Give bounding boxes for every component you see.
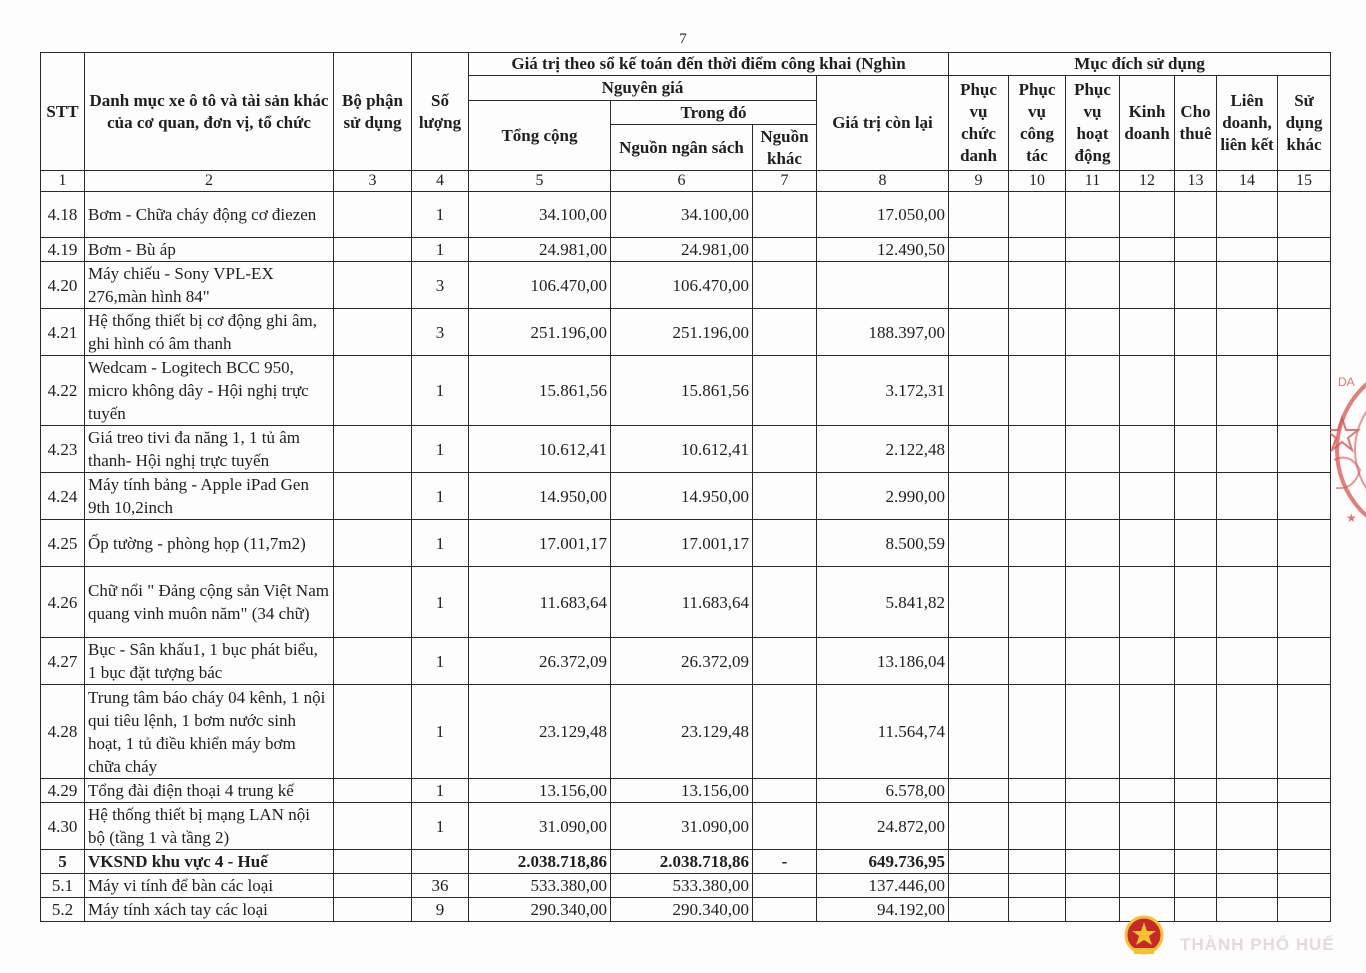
cell-qty: 3 [412,262,469,309]
cell-purpose-12 [1120,238,1175,262]
cell-purpose-14 [1217,567,1278,638]
cell-budget: 251.196,00 [611,309,753,356]
cell-purpose-12 [1120,192,1175,238]
header-stt: STT [41,53,85,171]
cell-qty: 1 [412,803,469,850]
column-number-14: 14 [1217,171,1278,192]
cell-name: Máy tính xách tay các loại [85,898,334,922]
cell-other [753,192,817,238]
cell-purpose-9 [949,803,1009,850]
cell-purpose-13 [1175,567,1217,638]
cell-purpose-14 [1217,192,1278,238]
cell-name: Hệ thống thiết bị mạng LAN nội bộ (tầng 1 và tầng 2) [85,803,334,850]
header-su-dung-khac: Sử dụng khác [1278,76,1331,171]
cell-purpose-13 [1175,192,1217,238]
header-phuc-vu-chuc-danh: Phục vụ chức danh [949,76,1009,171]
cell-remaining [817,262,949,309]
cell-other [753,262,817,309]
cell-total: 533.380,00 [469,874,611,898]
cell-purpose-10 [1009,192,1066,238]
cell-remaining: 94.192,00 [817,898,949,922]
cell-purpose-15 [1278,803,1331,850]
header-danh-muc: Danh mục xe ô tô và tài sản khác của cơ quan, đơn vị, tổ chức [85,53,334,171]
cell-purpose-14 [1217,850,1278,874]
cell-purpose-11 [1066,779,1120,803]
cell-dept [334,356,412,426]
column-number-15: 15 [1278,171,1331,192]
column-number-row [41,171,1331,192]
cell-remaining: 13.186,04 [817,638,949,685]
cell-purpose-9 [949,520,1009,567]
cell-purpose-14 [1217,520,1278,567]
table-row [41,520,1331,567]
header-nguyen-gia: Nguyên giá [469,76,817,101]
cell-total: 15.861,56 [469,356,611,426]
svg-text:★: ★ [1346,511,1357,525]
cell-purpose-9 [949,356,1009,426]
cell-budget: 13.156,00 [611,779,753,803]
cell-total: 24.981,00 [469,238,611,262]
cell-other [753,638,817,685]
cell-purpose-14 [1217,473,1278,520]
cell-purpose-13 [1175,874,1217,898]
cell-purpose-14 [1217,898,1278,922]
cell-total: 290.340,00 [469,898,611,922]
header-lien-doanh: Liên doanh, liên kết [1217,76,1278,171]
cell-dept [334,685,412,779]
page-number: 7 [679,31,687,47]
cell-total: 13.156,00 [469,779,611,803]
cell-purpose-13 [1175,238,1217,262]
cell-stt: 4.30 [41,803,85,850]
cell-purpose-15 [1278,238,1331,262]
cell-dept [334,520,412,567]
cell-purpose-13 [1175,779,1217,803]
cell-name: Hệ thống thiết bị cơ động ghi âm, ghi hình có âm thanh [85,309,334,356]
cell-name: Bơm - Chữa cháy động cơ điezen [85,192,334,238]
cell-purpose-14 [1217,803,1278,850]
cell-stt: 5.2 [41,898,85,922]
cell-other [753,426,817,473]
header-nguon-khac: Nguồn khác [753,125,817,171]
cell-purpose-13 [1175,426,1217,473]
cell-dept [334,803,412,850]
cell-qty: 3 [412,309,469,356]
cell-remaining: 12.490,50 [817,238,949,262]
cell-remaining: 2.990,00 [817,473,949,520]
cell-purpose-12 [1120,309,1175,356]
cell-purpose-12 [1120,567,1175,638]
cell-total: 251.196,00 [469,309,611,356]
cell-qty: 1 [412,520,469,567]
cell-purpose-11 [1066,238,1120,262]
cell-total: 31.090,00 [469,803,611,850]
cell-name: Chữ nổi " Đảng cộng sản Việt Nam quang vinh muôn năm" (34 chữ) [85,567,334,638]
cell-remaining: 5.841,82 [817,567,949,638]
cell-budget: 26.372,09 [611,638,753,685]
cell-name: Giá treo tivi đa năng 1, 1 tủ âm thanh- Hội nghị trực tuyến [85,426,334,473]
cell-qty: 1 [412,779,469,803]
cell-other [753,473,817,520]
cell-dept [334,638,412,685]
cell-name: Bơm - Bù áp [85,238,334,262]
cell-stt: 4.19 [41,238,85,262]
header-cho-thue: Cho thuê [1175,76,1217,171]
cell-purpose-12 [1120,779,1175,803]
cell-budget: 14.950,00 [611,473,753,520]
cell-purpose-15 [1278,262,1331,309]
cell-qty: 1 [412,473,469,520]
cell-purpose-9 [949,685,1009,779]
cell-qty: 1 [412,685,469,779]
cell-budget: 23.129,48 [611,685,753,779]
cell-budget: 24.981,00 [611,238,753,262]
cell-name: Tổng đài điện thoại 4 trung kế [85,779,334,803]
cell-purpose-10 [1009,874,1066,898]
cell-purpose-12 [1120,520,1175,567]
cell-name: Wedcam - Logitech BCC 950, micro không dây - Hội nghị trực tuyến [85,356,334,426]
cell-purpose-15 [1278,473,1331,520]
cell-qty: 1 [412,356,469,426]
cell-stt: 5.1 [41,874,85,898]
cell-total: 26.372,09 [469,638,611,685]
cell-purpose-10 [1009,898,1066,922]
cell-purpose-12 [1120,426,1175,473]
cell-budget: 2.038.718,86 [611,850,753,874]
cell-purpose-14 [1217,238,1278,262]
cell-remaining: 6.578,00 [817,779,949,803]
cell-purpose-13 [1175,356,1217,426]
column-number-6: 6 [611,171,753,192]
cell-purpose-12 [1120,850,1175,874]
header-so-luong: Số lượng [412,53,469,171]
cell-dept [334,309,412,356]
header-gia-tri-con-lai: Giá trị còn lại [817,76,949,171]
cell-remaining: 2.122,48 [817,426,949,473]
cell-purpose-10 [1009,638,1066,685]
cell-stt: 5 [41,850,85,874]
header-tong-cong: Tổng cộng [469,101,611,171]
cell-dept [334,426,412,473]
cell-purpose-10 [1009,426,1066,473]
column-number-1: 1 [41,171,85,192]
cell-purpose-10 [1009,309,1066,356]
header-kinh-doanh: Kinh doanh [1120,76,1175,171]
cell-other [753,567,817,638]
cell-purpose-15 [1278,520,1331,567]
cell-budget: 290.340,00 [611,898,753,922]
cell-remaining: 8.500,59 [817,520,949,567]
cell-purpose-15 [1278,898,1331,922]
cell-purpose-11 [1066,898,1120,922]
cell-purpose-13 [1175,803,1217,850]
header-bo-phan: Bộ phận sử dụng [334,53,412,171]
column-number-8: 8 [817,171,949,192]
cell-stt: 4.22 [41,356,85,426]
cell-total: 106.470,00 [469,262,611,309]
cell-purpose-14 [1217,874,1278,898]
cell-purpose-15 [1278,685,1331,779]
cell-stt: 4.18 [41,192,85,238]
cell-dept [334,192,412,238]
cell-purpose-14 [1217,262,1278,309]
cell-purpose-9 [949,898,1009,922]
table-row [41,473,1331,520]
header-nguon-ngan-sach: Nguồn ngân sách [611,125,753,171]
cell-dept [334,779,412,803]
cell-dept [334,238,412,262]
cell-purpose-11 [1066,192,1120,238]
column-number-12: 12 [1120,171,1175,192]
cell-other [753,779,817,803]
cell-stt: 4.27 [41,638,85,685]
cell-purpose-15 [1278,192,1331,238]
cell-budget: 106.470,00 [611,262,753,309]
table-row [41,567,1331,638]
cell-total: 10.612,41 [469,426,611,473]
cell-purpose-13 [1175,898,1217,922]
cell-purpose-15 [1278,874,1331,898]
cell-stt: 4.25 [41,520,85,567]
cell-purpose-9 [949,874,1009,898]
table-row [41,850,1331,874]
cell-purpose-15 [1278,567,1331,638]
svg-text:DA: DA [1338,375,1355,389]
cell-name: Máy vi tính để bàn các loại [85,874,334,898]
column-number-5: 5 [469,171,611,192]
cell-purpose-15 [1278,779,1331,803]
red-stamp-fragment [1330,360,1366,540]
cell-purpose-13 [1175,520,1217,567]
cell-budget: 31.090,00 [611,803,753,850]
cell-purpose-13 [1175,850,1217,874]
cell-other [753,238,817,262]
cell-purpose-11 [1066,685,1120,779]
cell-purpose-14 [1217,779,1278,803]
column-number-9: 9 [949,171,1009,192]
cell-qty: 1 [412,238,469,262]
cell-dept [334,473,412,520]
cell-remaining: 188.397,00 [817,309,949,356]
cell-name: Trung tâm báo cháy 04 kênh, 1 nội qui tiêu lệnh, 1 bơm nước sinh hoạt, 1 tủ điều khiển máy bơm chữa cháy [85,685,334,779]
cell-purpose-11 [1066,473,1120,520]
table-row [41,638,1331,685]
cell-dept [334,567,412,638]
cell-purpose-9 [949,192,1009,238]
cell-purpose-9 [949,850,1009,874]
cell-purpose-10 [1009,779,1066,803]
cell-name: Bục - Sân khấu1, 1 bục phát biểu, 1 bục đặt tượng bác [85,638,334,685]
cell-purpose-10 [1009,238,1066,262]
cell-total: 23.129,48 [469,685,611,779]
cell-purpose-15 [1278,850,1331,874]
cell-purpose-10 [1009,850,1066,874]
cell-remaining: 649.736,95 [817,850,949,874]
cell-total: 2.038.718,86 [469,850,611,874]
cell-qty: 9 [412,898,469,922]
cell-stt: 4.29 [41,779,85,803]
cell-purpose-9 [949,473,1009,520]
cell-stt: 4.21 [41,309,85,356]
cell-stt: 4.28 [41,685,85,779]
cell-budget: 533.380,00 [611,874,753,898]
cell-dept [334,874,412,898]
cell-stt: 4.26 [41,567,85,638]
cell-total: 34.100,00 [469,192,611,238]
cell-purpose-12 [1120,356,1175,426]
cell-purpose-13 [1175,638,1217,685]
cell-purpose-12 [1120,262,1175,309]
cell-other [753,309,817,356]
table-row [41,192,1331,238]
cell-qty: 1 [412,192,469,238]
table-row [41,356,1331,426]
watermark-city-text: THÀNH PHỐ HUẾ [1180,935,1335,954]
cell-purpose-9 [949,262,1009,309]
cell-purpose-14 [1217,356,1278,426]
column-number-4: 4 [412,171,469,192]
header-phuc-vu-hoat-dong: Phục vụ hoạt động [1066,76,1120,171]
column-number-13: 13 [1175,171,1217,192]
cell-qty: 36 [412,874,469,898]
cell-purpose-15 [1278,356,1331,426]
column-number-7: 7 [753,171,817,192]
cell-remaining: 11.564,74 [817,685,949,779]
cell-other: - [753,850,817,874]
cell-purpose-11 [1066,567,1120,638]
cell-purpose-12 [1120,685,1175,779]
table-row [41,426,1331,473]
cell-dept [334,898,412,922]
cell-purpose-9 [949,426,1009,473]
cell-purpose-10 [1009,473,1066,520]
cell-purpose-15 [1278,426,1331,473]
header-trong-do: Trong đó [611,101,817,125]
cell-purpose-12 [1120,803,1175,850]
cell-budget: 15.861,56 [611,356,753,426]
cell-purpose-14 [1217,426,1278,473]
cell-remaining: 3.172,31 [817,356,949,426]
cell-purpose-12 [1120,874,1175,898]
cell-purpose-9 [949,567,1009,638]
cell-purpose-13 [1175,685,1217,779]
cell-purpose-13 [1175,262,1217,309]
cell-other [753,520,817,567]
cell-purpose-11 [1066,356,1120,426]
cell-purpose-14 [1217,638,1278,685]
cell-budget: 17.001,17 [611,520,753,567]
cell-budget: 34.100,00 [611,192,753,238]
cell-purpose-12 [1120,638,1175,685]
cell-name: Ốp tường - phòng họp (11,7m2) [85,520,334,567]
cell-name: Máy chiếu - Sony VPL-EX 276,màn hình 84" [85,262,334,309]
header-phuc-vu-cong-tac: Phục vụ công tác [1009,76,1066,171]
cell-purpose-15 [1278,309,1331,356]
column-number-11: 11 [1066,171,1120,192]
cell-purpose-11 [1066,426,1120,473]
national-emblem-icon [1124,914,1164,958]
cell-other [753,803,817,850]
cell-purpose-11 [1066,309,1120,356]
cell-name: Máy tính bảng - Apple iPad Gen 9th 10,2inch [85,473,334,520]
cell-stt: 4.20 [41,262,85,309]
cell-remaining: 17.050,00 [817,192,949,238]
cell-purpose-10 [1009,262,1066,309]
table-row [41,262,1331,309]
cell-remaining: 137.446,00 [817,874,949,898]
table-row [41,803,1331,850]
cell-purpose-10 [1009,685,1066,779]
cell-dept [334,850,412,874]
cell-purpose-9 [949,638,1009,685]
column-number-3: 3 [334,171,412,192]
cell-other [753,356,817,426]
cell-name: VKSND khu vực 4 - Huế [85,850,334,874]
cell-total: 11.683,64 [469,567,611,638]
cell-stt: 4.24 [41,473,85,520]
cell-purpose-11 [1066,850,1120,874]
cell-qty: 1 [412,638,469,685]
cell-purpose-11 [1066,638,1120,685]
cell-budget: 10.612,41 [611,426,753,473]
cell-qty: 1 [412,567,469,638]
cell-purpose-11 [1066,803,1120,850]
table-row [41,779,1331,803]
cell-purpose-14 [1217,685,1278,779]
cell-qty: 1 [412,426,469,473]
asset-table [40,52,1331,922]
cell-other [753,898,817,922]
cell-purpose-10 [1009,567,1066,638]
table-row [41,685,1331,779]
column-number-10: 10 [1009,171,1066,192]
cell-purpose-10 [1009,803,1066,850]
cell-purpose-14 [1217,309,1278,356]
cell-other [753,874,817,898]
cell-purpose-10 [1009,520,1066,567]
cell-purpose-10 [1009,356,1066,426]
cell-dept [334,262,412,309]
header-gia-tri: Giá trị theo sổ kế toán đến thời điểm công khai (Nghìn [469,53,949,76]
table-row [41,309,1331,356]
cell-purpose-12 [1120,473,1175,520]
cell-purpose-11 [1066,520,1120,567]
cell-remaining: 24.872,00 [817,803,949,850]
cell-purpose-15 [1278,638,1331,685]
cell-other [753,685,817,779]
cell-stt: 4.23 [41,426,85,473]
column-number-2: 2 [85,171,334,192]
cell-total: 17.001,17 [469,520,611,567]
cell-purpose-13 [1175,309,1217,356]
cell-total: 14.950,00 [469,473,611,520]
cell-qty [412,850,469,874]
table-row [41,874,1331,898]
cell-budget: 11.683,64 [611,567,753,638]
cell-purpose-9 [949,309,1009,356]
cell-purpose-9 [949,779,1009,803]
cell-purpose-9 [949,238,1009,262]
cell-purpose-11 [1066,262,1120,309]
cell-purpose-11 [1066,874,1120,898]
header-muc-dich: Mục đích sử dụng [949,53,1331,76]
table-row [41,238,1331,262]
cell-purpose-13 [1175,473,1217,520]
